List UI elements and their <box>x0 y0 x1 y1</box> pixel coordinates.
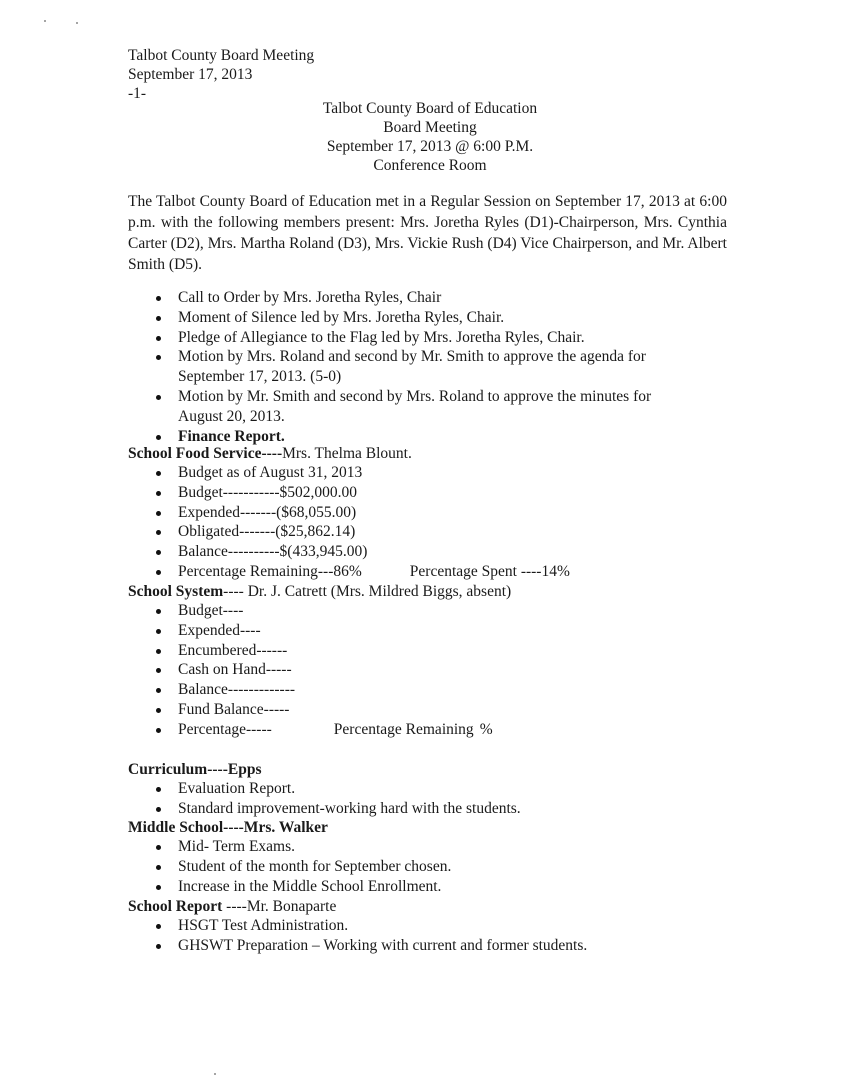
motion-minutes-line1: Motion by Mr. Smith and second by Mrs. Roland to approve the minutes for <box>178 387 652 405</box>
scan-speck <box>214 1073 216 1075</box>
list-item: Moment of Silence led by Mrs. Joretha Ryles, Chair. <box>128 308 728 328</box>
food-service-presenter: Mrs. Thelma Blount. <box>282 445 412 462</box>
list-item: GHSWT Preparation – Working with current and former students. <box>128 936 728 956</box>
school-report-presenter: ----Mr. Bonaparte <box>222 898 337 915</box>
percentage-remaining-label: Percentage Remaining <box>333 720 474 738</box>
curriculum-heading: Curriculum----Epps <box>128 761 262 778</box>
list-item: Standard improvement-working hard with the students. <box>128 799 728 819</box>
list-item: Expended---- <box>128 621 728 641</box>
list-item <box>128 720 728 740</box>
header-date: September 17, 2013 <box>128 66 253 83</box>
food-service-section <box>128 444 728 582</box>
page-marker: -1- <box>128 85 147 102</box>
list-item: Budget-----------$502,000.00 <box>128 483 728 503</box>
list-item: Call to Order by Mrs. Joretha Ryles, Chair <box>128 288 728 308</box>
school-system-section <box>128 582 728 740</box>
curriculum-section <box>128 760 728 819</box>
list-item <box>128 387 728 427</box>
percentage-label: Percentage----- <box>178 720 272 738</box>
meeting-location: Conference Room <box>373 157 487 174</box>
pct-remaining: Percentage Remaining---86% <box>178 562 362 580</box>
list-item: Obligated-------($25,862.14) <box>128 522 728 542</box>
school-report-heading: School Report <box>128 898 223 915</box>
pct-spent: Percentage Spent ----14% <box>409 562 570 580</box>
school-report-list <box>128 916 728 956</box>
school-system-heading: School System <box>128 583 224 600</box>
motion-agenda-line2: September 17, 2013. (5-0) <box>178 368 342 386</box>
list-item <box>128 347 728 387</box>
list-item: Student of the month for September chosen. <box>128 857 728 877</box>
list-item: Mid- Term Exams. <box>128 837 728 857</box>
list-item: Budget---- <box>128 601 728 621</box>
list-item: Expended-------($68,055.00) <box>128 503 728 523</box>
list-item: Balance----------$(433,945.00) <box>128 542 728 562</box>
middle-school-list <box>128 837 728 896</box>
meeting-type: Board Meeting <box>383 119 477 136</box>
list-item <box>128 562 728 582</box>
org-name: Talbot County Board of Education <box>322 100 538 117</box>
section-heading <box>128 897 728 916</box>
food-service-list <box>128 463 728 582</box>
list-item: Cash on Hand----- <box>128 660 728 680</box>
intro-paragraph: The Talbot County Board of Education met in a Regular Session on September 17, 2013 at 6:00 p.m. with the following members present: Mrs. Joretha Ryles (D1)-Chairperson, Mrs. Cynthia Carter (D2), Mrs. Martha Roland (D3), Mrs. Vickie Rush (D4) Vice Chairperson, and Mr. Albert Smith (D5). <box>128 193 727 273</box>
motion-agenda-line1: Motion by Mrs. Roland and second by Mr. Smith to approve the agenda for <box>178 348 646 366</box>
list-item: Fund Balance----- <box>128 700 728 720</box>
food-service-heading: School Food Service---- <box>128 445 283 462</box>
scan-speck <box>44 20 46 22</box>
agenda-list <box>128 288 728 446</box>
school-report-section <box>128 897 728 956</box>
school-system-list <box>128 601 728 740</box>
list-item: Evaluation Report. <box>128 779 728 799</box>
section-heading <box>128 582 728 601</box>
scan-speck <box>76 22 78 24</box>
middle-school-heading: Middle School----Mrs. Walker <box>128 819 328 836</box>
list-item: Finance Report. <box>128 427 728 447</box>
agenda-section <box>128 288 728 446</box>
middle-school-section <box>128 818 728 896</box>
section-heading <box>128 444 728 463</box>
curriculum-list <box>128 779 728 819</box>
list-item: Pledge of Allegiance to the Flag led by Mrs. Joretha Ryles, Chair. <box>128 328 728 348</box>
school-system-presenter: ---- Dr. J. Catrett (Mrs. Mildred Biggs, absent) <box>223 583 512 600</box>
percentage-sign: % <box>479 720 493 738</box>
list-item: HSGT Test Administration. <box>128 916 728 936</box>
list-item: Balance------------- <box>128 680 728 700</box>
running-header <box>128 46 314 103</box>
list-item: Budget as of August 31, 2013 <box>128 463 728 483</box>
title-block <box>250 99 610 175</box>
meeting-datetime: September 17, 2013 @ 6:00 P.M. <box>326 138 534 155</box>
list-item: Increase in the Middle School Enrollment. <box>128 877 728 897</box>
motion-minutes-line2: August 20, 2013. <box>178 407 285 425</box>
list-item: Encumbered------ <box>128 641 728 661</box>
header-title: Talbot County Board Meeting <box>128 47 315 64</box>
